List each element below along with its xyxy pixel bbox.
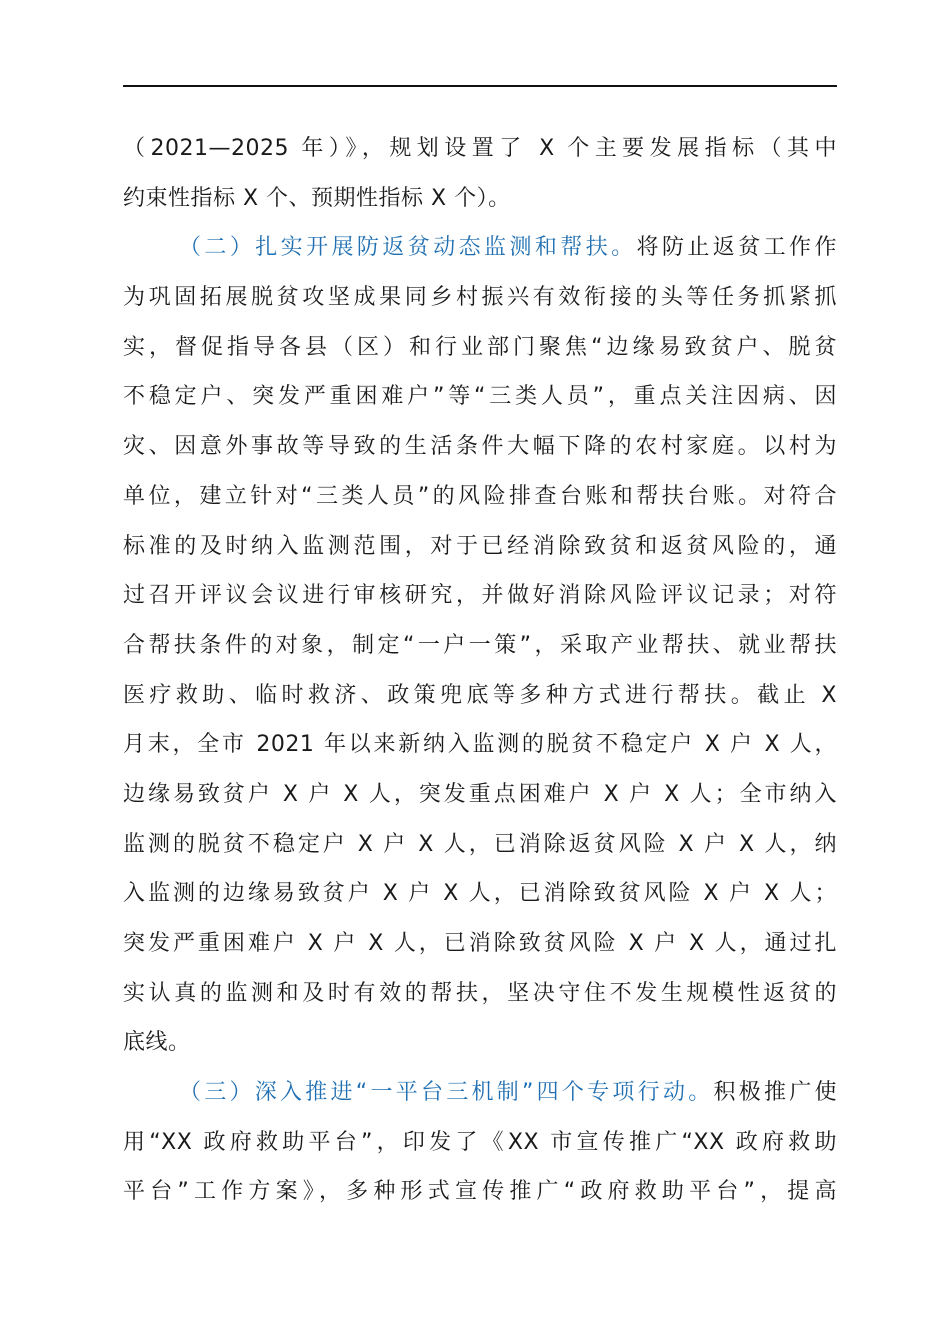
text-line: （2021—2025 年）》，规划设置了 X 个主要发展指标（其中 xyxy=(123,136,837,161)
text-line: 合帮扶条件的对象，制定“一户一策”，采取产业帮扶、就业帮扶 xyxy=(123,632,837,658)
text-line: 单位，建立针对“三类人员”的风险排查台账和帮扶台账。对符合 xyxy=(123,483,837,509)
text-line: 边缘易致贫户 X 户 X 人，突发重点困难户 X 户 X 人；全市纳入 xyxy=(123,781,837,807)
header-rule xyxy=(123,85,837,87)
text-line: 入监测的边缘易致贫户 X 户 X 人，已消除致贫风险 X 户 X 人； xyxy=(123,881,837,907)
text-line: 医疗救助、临时救济、政策兜底等多种方式进行帮扶。截止 X xyxy=(123,682,837,708)
text-line: 过召开评议会议进行审核研究，并做好消除风险评议记录；对符 xyxy=(123,583,837,609)
body-text xyxy=(123,124,837,1217)
text-line: 底线。 xyxy=(123,1030,191,1056)
text-line: 积极推广使 xyxy=(713,1080,837,1106)
text-line: 实，督促指导各县（区）和行业部门聚焦“边缘易致贫户、脱贫 xyxy=(123,334,837,360)
text-line: 不稳定户、突发严重困难户”等“三类人员”，重点关注因病、因 xyxy=(123,384,837,410)
text-line: 平台”工作方案》，多种形式宣传推广“政府救助平台”，提高 xyxy=(123,1179,837,1205)
paragraph-line xyxy=(123,223,837,273)
text-line: 月末，全市 2021 年以来新纳入监测的脱贫不稳定户 X 户 X 人， xyxy=(123,732,837,758)
text-line: 突发严重困难户 X 户 X 人，已消除致贫风险 X 户 X 人，通过扎 xyxy=(123,931,837,956)
text-line: 将防止返贫工作作 xyxy=(636,235,837,261)
paragraph-line xyxy=(123,1068,837,1118)
text-line: 灾、因意外事故等导致的生活条件大幅下降的农村家庭。以村为 xyxy=(123,434,837,460)
section-heading-2: （二）扎实开展防返贫动态监测和帮扶。 xyxy=(179,235,637,261)
text-line: 实认真的监测和及时有效的帮扶，坚决守住不发生规模性返贫的 xyxy=(123,980,837,1006)
text-line: 标准的及时纳入监测范围，对于已经消除致贫和返贫风险的，通 xyxy=(123,533,837,559)
text-line: 用“XX 政府救助平台”，印发了《XX 市宣传推广“XX 政府救助 xyxy=(123,1129,837,1155)
text-line: 约束性指标 X 个、预期性指标 X 个）。 xyxy=(123,185,511,211)
section-heading-3: （三）深入推进“一平台三机制”四个专项行动。 xyxy=(179,1080,714,1106)
text-line: 监测的脱贫不稳定户 X 户 X 人，已消除返贫风险 X 户 X 人，纳 xyxy=(123,831,837,857)
text-line: 为巩固拓展脱贫攻坚成果同乡村振兴有效衔接的头等任务抓紧抓 xyxy=(123,285,837,311)
